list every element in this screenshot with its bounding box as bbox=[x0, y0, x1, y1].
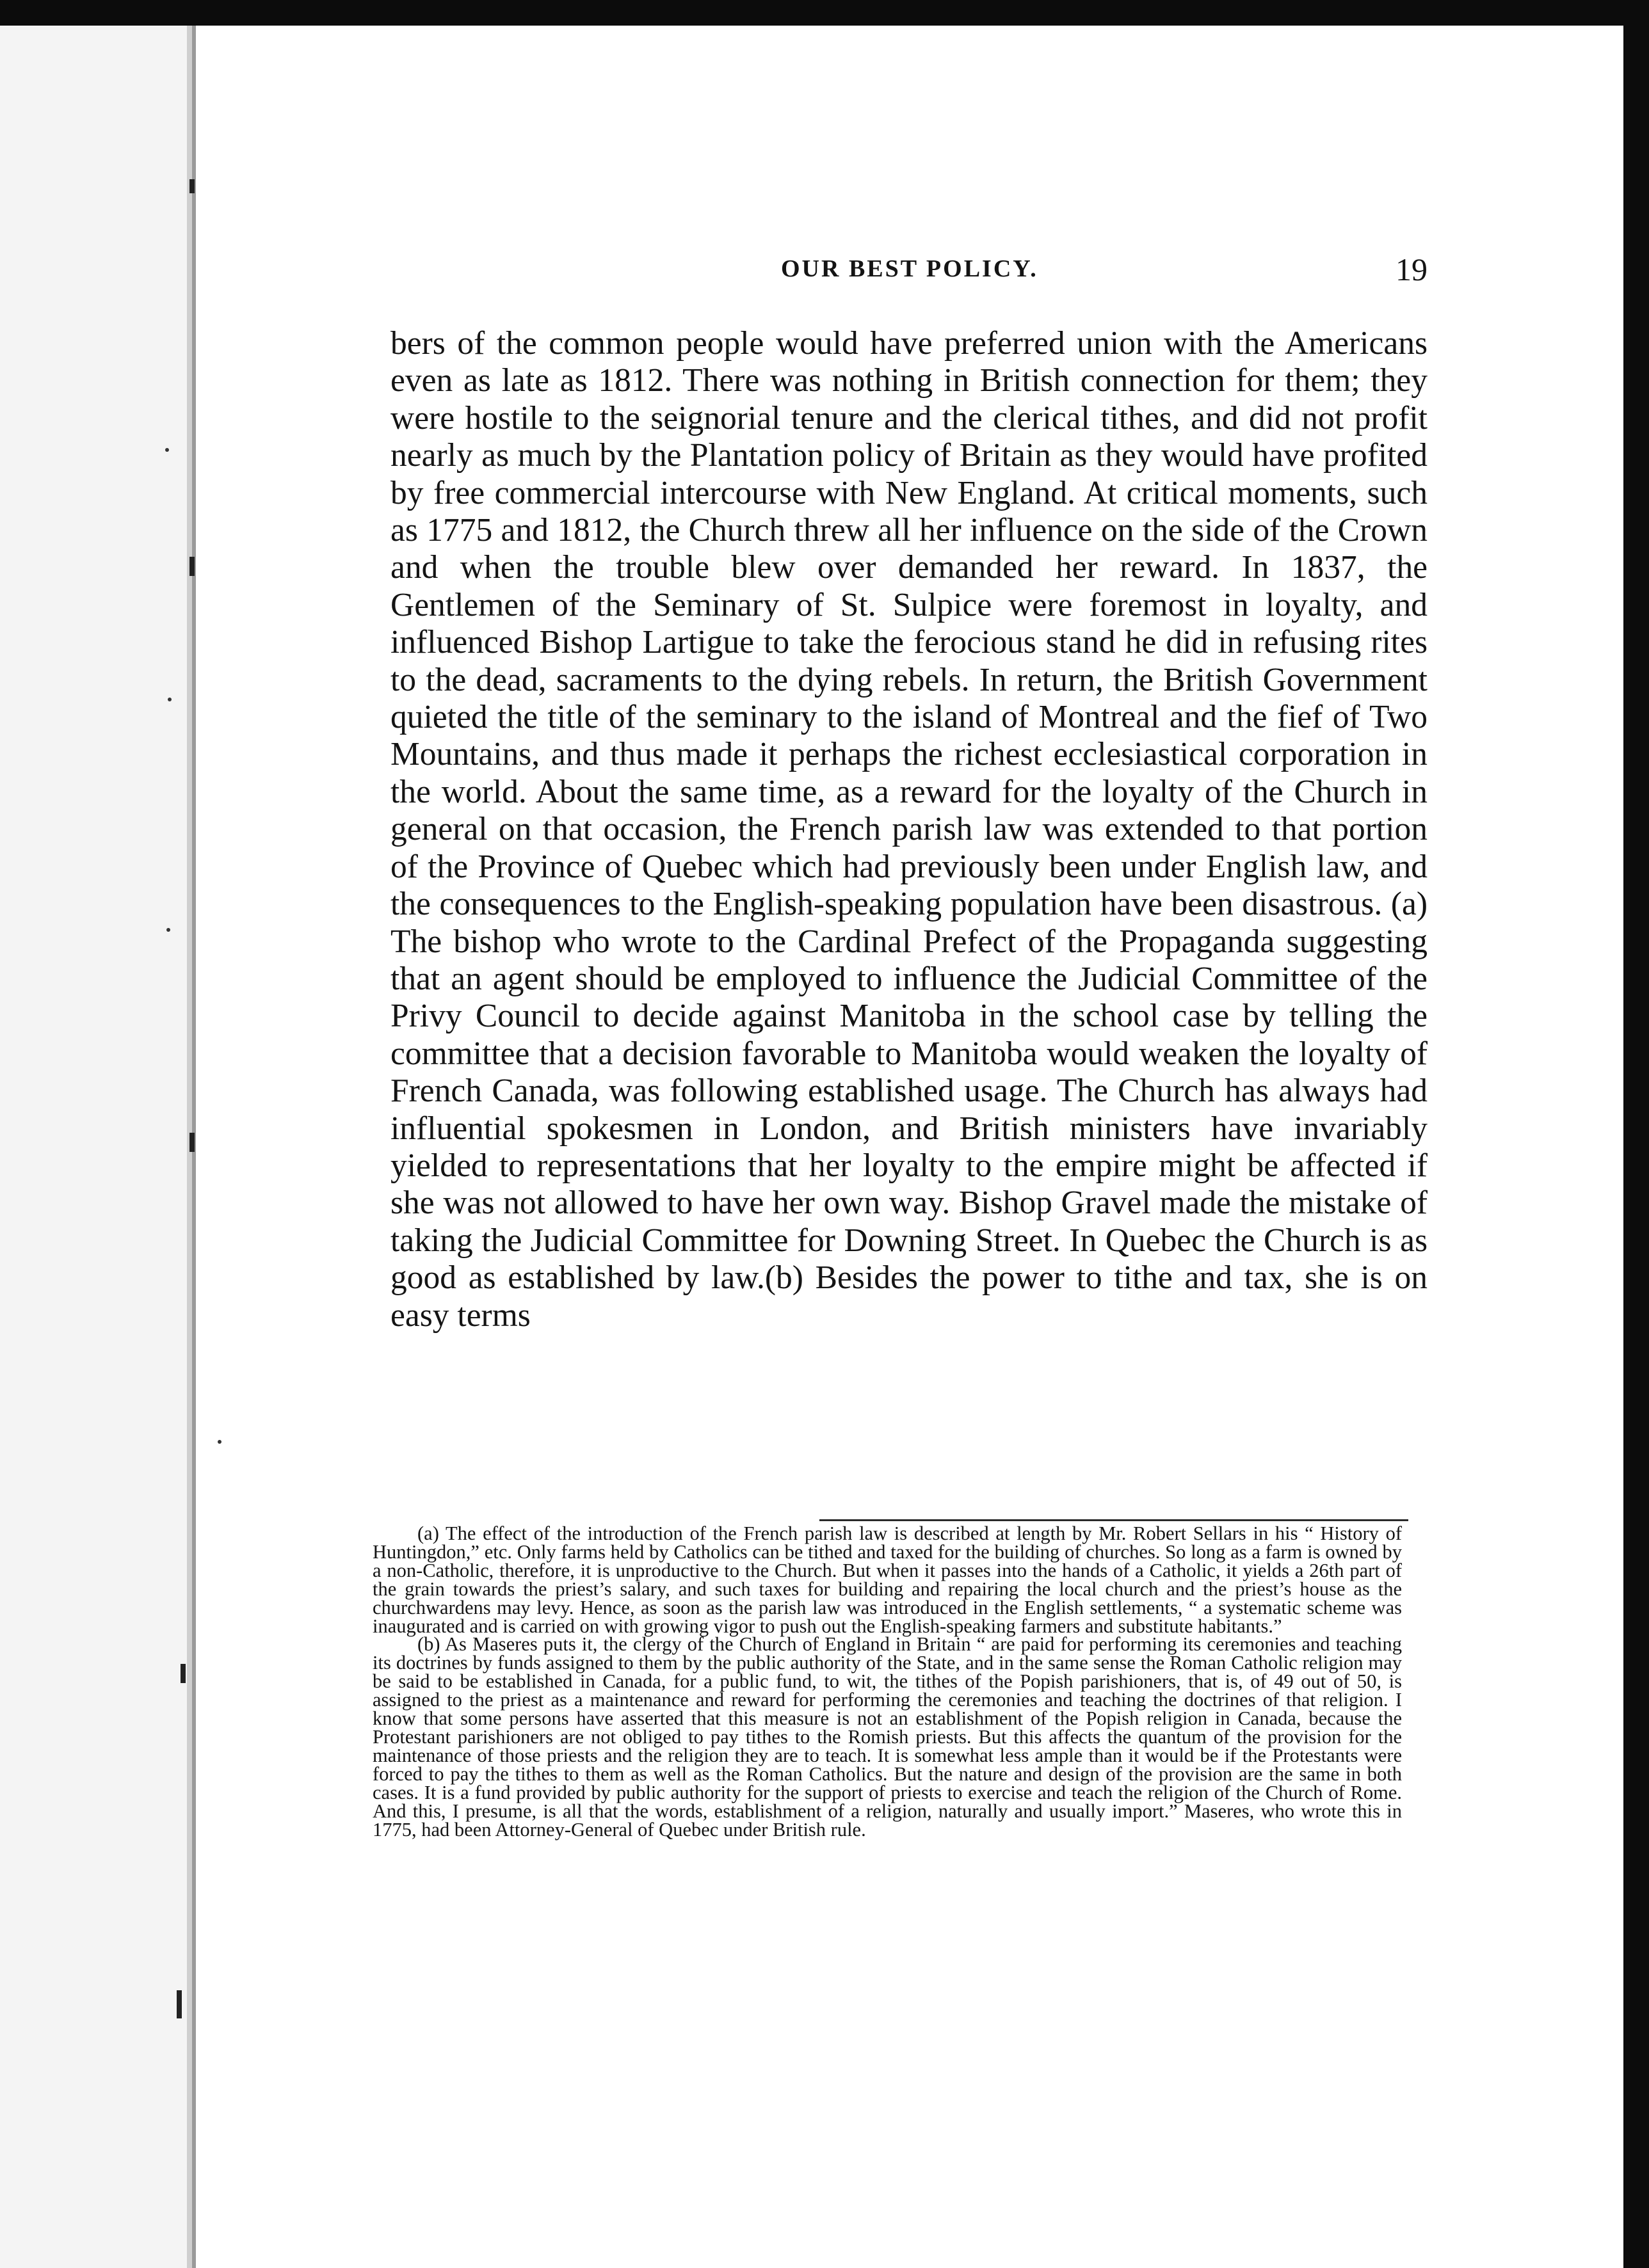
facing-page-edge bbox=[0, 26, 187, 2268]
footnote-b: (b) As Maseres puts it, the clergy of the Church of England in Britain “ are paid for performing its ceremonies and teaching its doctrines by funds assigned to them by the public authority of the State, and in the same sense the Roman Catholic religion may be said to be established in Canada, for a public fund, to wit, the tithes of the Popish parishioners, that is, of 49 out of 50, is assigned to the priest as a maintenance and reward for performing the ceremonies and teaching the doctrines of that religion. I know that some persons have asserted that this measure is not an establishment of the Popish religion in Canada, because the Protestant parishioners are not obliged to pay tithes to the Romish priests. But this affects the quantum of the provision for the maintenance of those priests and the religion they are to teach. It is somewhat less ample than it would be if the Protestants were forced to pay the tithes to them as well as the Roman Catholics. But the nature and design of the provision are the same in both cases. It is a fund provided by public authority for the support of priests to exercise and teach the religion of the Church of Rome. And this, I presume, is all that the words, establishment of a religion, naturally and usually import.” Maseres, who wrote this in 1775, had been Attorney-General of Quebec under British rule. bbox=[373, 1633, 1402, 1841]
margin-speck bbox=[218, 1440, 221, 1444]
page-number: 19 bbox=[1396, 252, 1428, 287]
bleed-through-mark bbox=[177, 1990, 182, 2018]
margin-speck bbox=[165, 448, 169, 452]
bleed-through-mark bbox=[189, 179, 195, 193]
margin-speck bbox=[166, 928, 170, 932]
scan-top-border bbox=[0, 0, 1649, 26]
bleed-through-mark bbox=[181, 1664, 186, 1683]
margin-speck bbox=[168, 698, 172, 701]
footnote-divider bbox=[819, 1519, 1408, 1521]
footnote-a: (a) The effect of the introduction of the French parish law is described at length by Mr. Robert Sellars in his “ History of Huntingdon,” etc. Only farms held by Catholics can be tithed and taxed for the building of churches. So long as a farm is owned by a non-Catholic, therefore, it is unproductive to the Church. But when it passes into the hands of a Catholic, it yields a 26th part of the grain towards the priest’s salary, and such taxes for building and repairing the local church and the priest’s house as the churchwardens may levy. Hence, as soon as the parish law was introduced in the English settlements, “ a systematic scheme was inaugurated and is carried on with growing vigor to push out the English-speaking farmers and substitute habitants.” bbox=[373, 1522, 1402, 1637]
bleed-through-mark bbox=[189, 557, 195, 576]
footnotes-block bbox=[373, 1524, 1402, 1839]
bleed-through-mark bbox=[189, 1133, 195, 1152]
running-head: OUR BEST POLICY. bbox=[781, 255, 1038, 282]
body-paragraph: bers of the common people would have preferred union with the Americans even as late as 1812. There was nothing in British connection for them; they were hostile to the seignorial tenure and the clerical tithes, and did not profit nearly as much by the Plantation policy of Britain as they would have profited by free commercial intercourse with New England. At critical moments, such as 1775 and 1812, the Church threw all her influence on the side of the Crown and when the trouble blew over demanded her reward. In 1837, the Gentlemen of the Seminary of St. Sulpice were foremost in loyalty, and influenced Bishop Lartigue to take the ferocious stand he did in refusing rites to the dead, sacraments to the dying rebels. In return, the British Government quieted the title of the seminary to the island of Montreal and the fief of Two Mountains, and thus made it perhaps the richest ecclesiastical corporation in the world. About the same time, as a reward for the loyalty of the Church in general on that occasion, the French parish law was extended to that portion of the Province of Quebec which had previously been under English law, and the consequences to the English-speaking population have been disastrous. (a) The bishop who wrote to the Cardinal Prefect of the Propaganda suggesting that an agent should be employed to influence the Judicial Committee of the Privy Council to decide against Manitoba in the school case by telling the committee that a decision favorable to Manitoba would weaken the loyalty of French Canada, was following established usage. The Church has always had influential spokesmen in London, and British ministers have invariably yielded to representations that her loyalty to the empire might be affected if she was not allowed to have her own way. Bishop Gravel made the mistake of taking the Judicial Committee for Downing Street. In Quebec the Church is as good as established by law.(b) Besides the power to tithe and tax, she is on easy terms bbox=[390, 325, 1428, 1334]
scan-right-border bbox=[1623, 0, 1649, 2268]
